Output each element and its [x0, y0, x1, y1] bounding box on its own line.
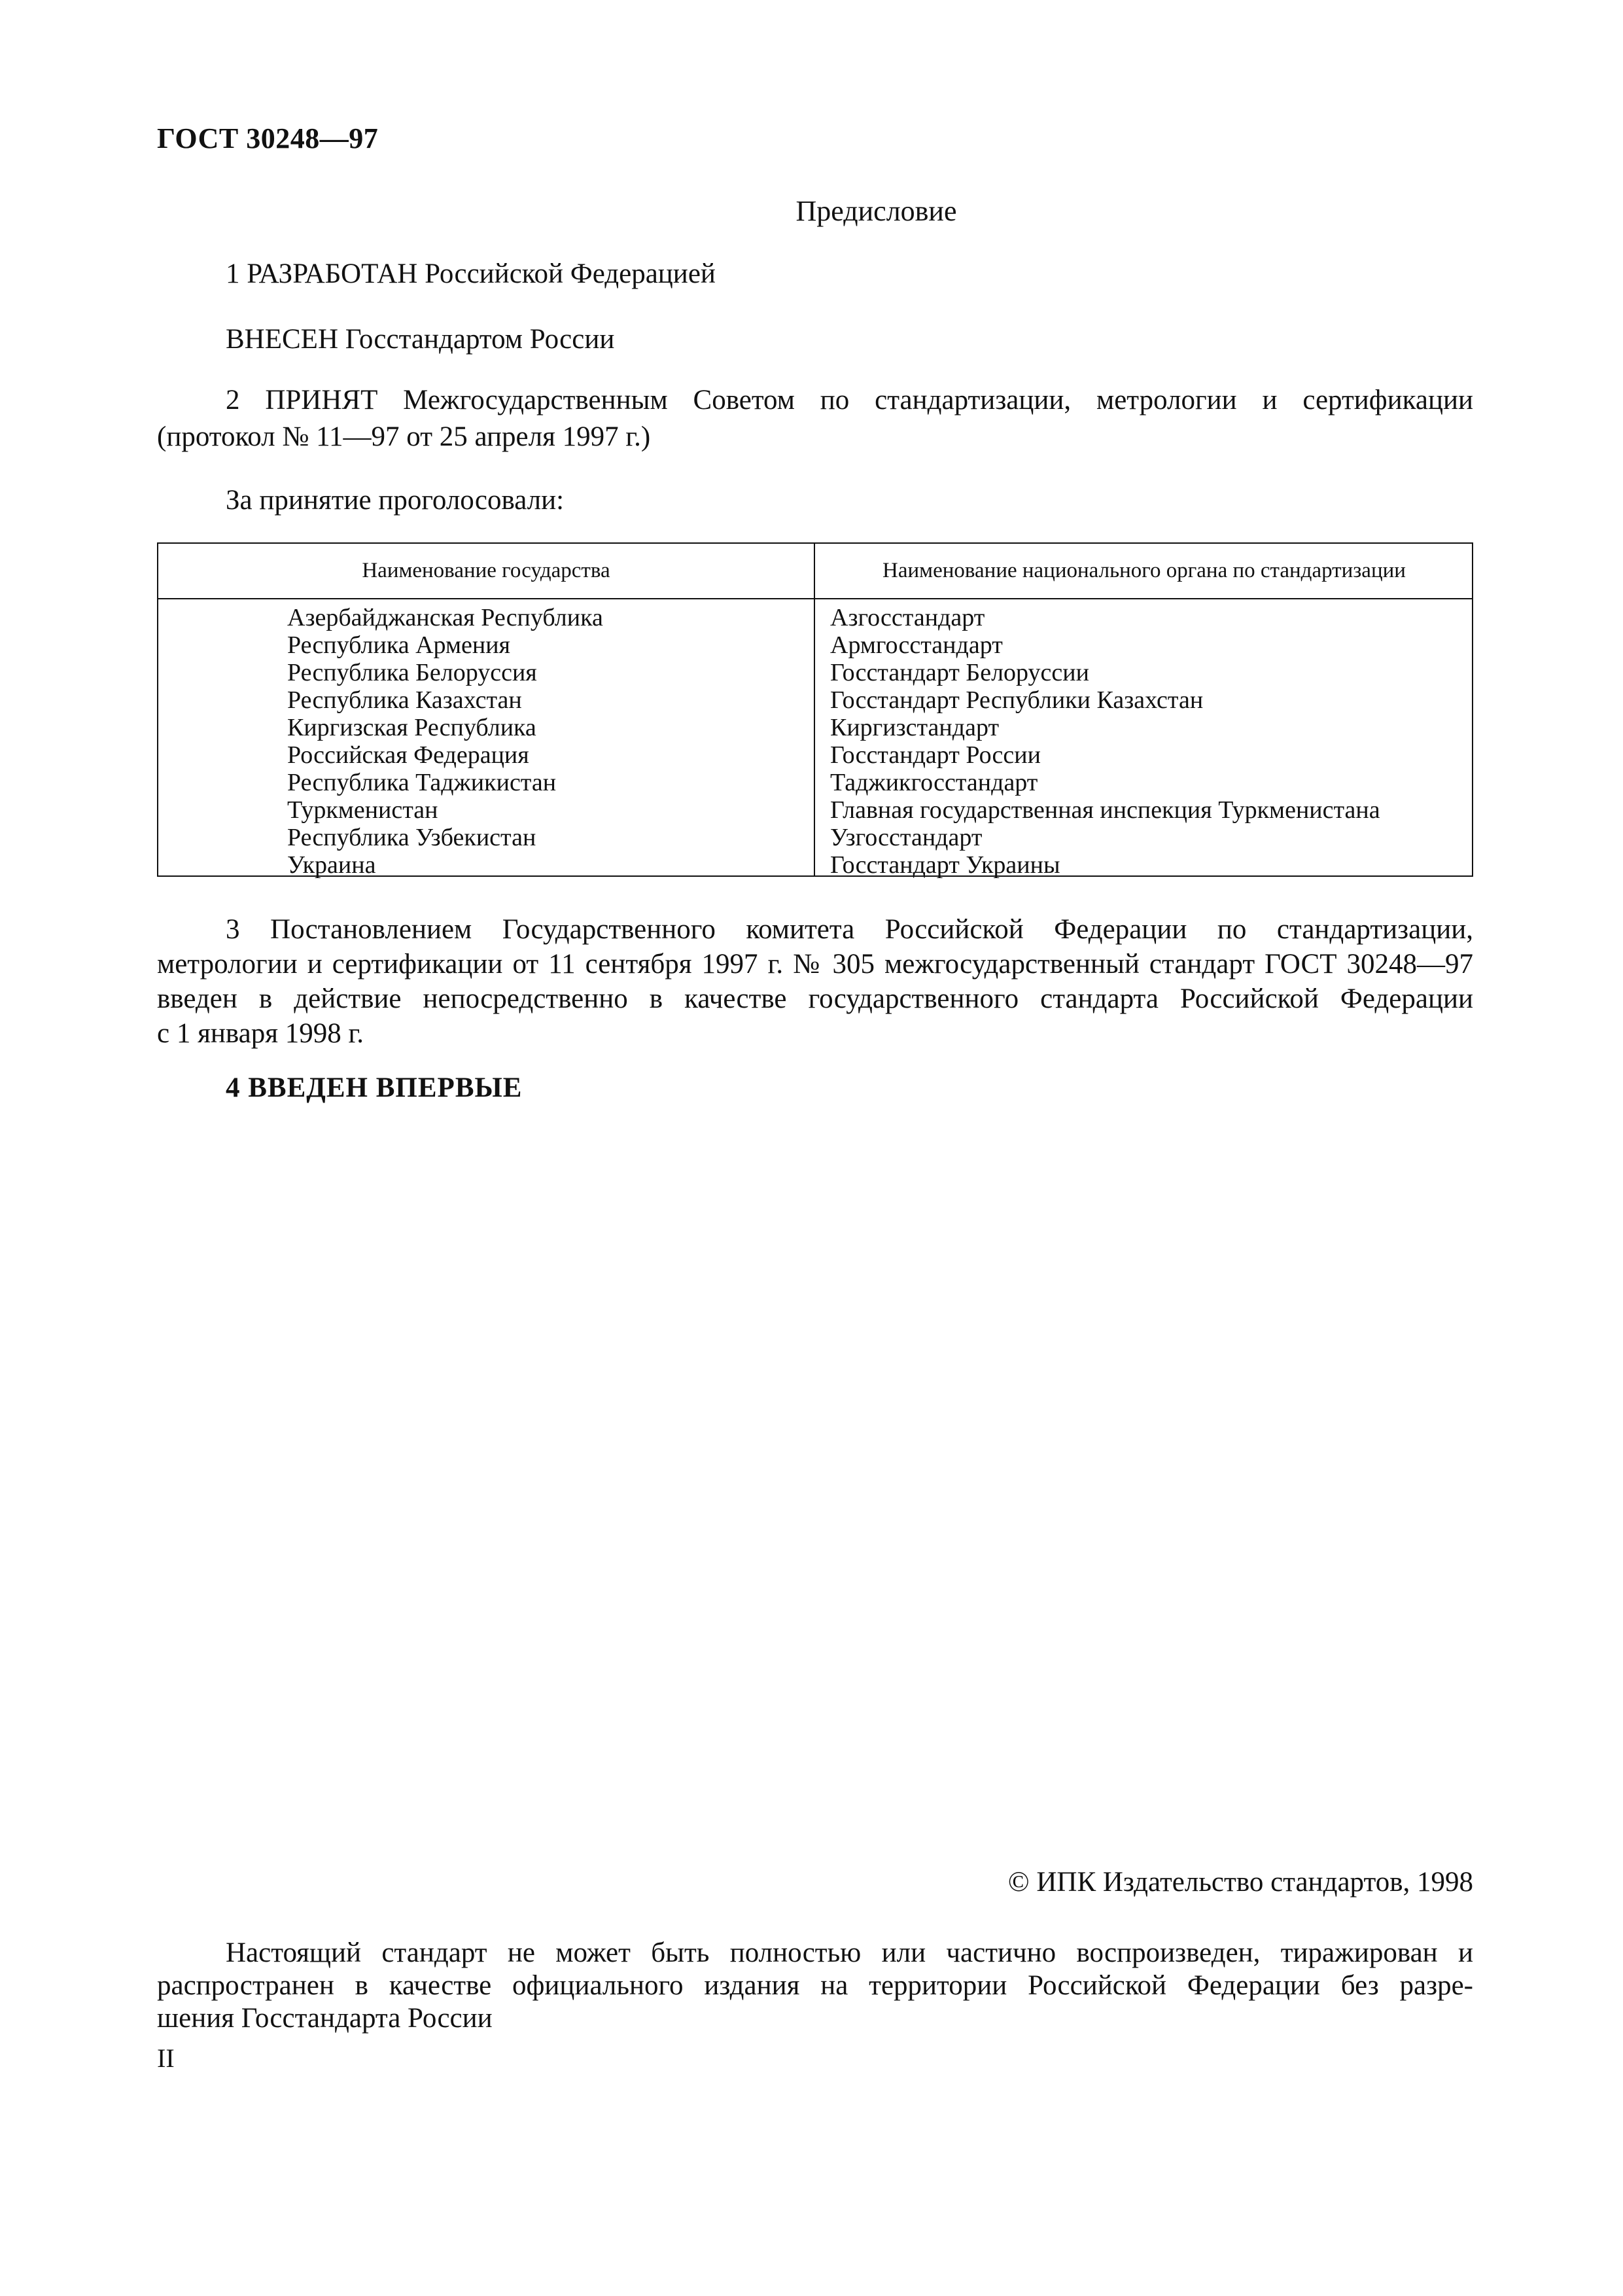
document-code: ГОСТ 30248—97 — [157, 122, 379, 154]
reproduction-notice — [157, 1937, 1473, 2035]
voted-intro: За принятие проголосовали: — [226, 485, 565, 516]
table-cell-body: Азгосстандарт — [830, 604, 985, 631]
paragraph-line: введен в действие непосредственно в качестве государственного стандарта Российской Федерации — [157, 983, 1473, 1014]
table-cell-body: Главная государственная инспекция Туркменистана — [830, 796, 1380, 824]
table-cell-body: Госстандарт России — [830, 741, 1041, 769]
copyright: © ИПК Издательство стандартов, 1998 — [1007, 1867, 1473, 1898]
paragraph-line: 3 Постановлением Государственного комитета Российской Федерации по стандартизации, — [226, 914, 1473, 945]
table-cell-body: Госстандарт Республики Казахстан — [830, 686, 1204, 714]
table-cell-body: Госстандарт Украины — [830, 851, 1060, 879]
paragraph-line: с 1 января 1998 г. — [157, 1018, 364, 1049]
table-cell-state: Киргизская Республика — [287, 714, 536, 741]
page-title — [0, 194, 1623, 228]
table-header-state: Наименование государства — [362, 559, 610, 582]
table-cell-state: Республика Узбекистан — [287, 824, 536, 851]
paragraph-line: метрологии и сертификации от 11 сентября 1997 г. № 305 межгосударственный стандарт ГОСТ 30248—97 — [157, 949, 1473, 980]
table-cell-body: Госстандарт Белоруссии — [830, 659, 1089, 686]
table-header-divider — [158, 598, 1472, 599]
notice-line: распространен в качестве официального издания на территории Российской Федерации без разре- — [157, 1970, 1473, 2001]
table-cell-state: Российская Федерация — [287, 741, 529, 769]
table-cell-body: Армгосстандарт — [830, 631, 1003, 659]
table-cell-state: Республика Казахстан — [287, 686, 522, 714]
table-cell-body: Киргизстандарт — [830, 714, 1000, 741]
table-cell-state: Республика Белоруссия — [287, 659, 537, 686]
notice-line: Настоящий стандарт не может быть полностью или частично воспроизведен, тиражирован и — [226, 1937, 1473, 1968]
section-3-paragraph — [157, 912, 1473, 1051]
voting-table — [157, 542, 1473, 877]
states-column — [287, 604, 603, 879]
table-cell-state: Украина — [287, 851, 376, 879]
section-1-submitted: ВНЕСЕН Госстандартом России — [226, 324, 615, 355]
notice-line: шения Госстандарта России — [157, 2003, 493, 2034]
table-cell-state: Туркменистан — [287, 796, 438, 824]
section-2-line-1: 2 ПРИНЯТ Межгосударственным Советом по стандартизации, метрологии и сертификации — [226, 385, 1473, 415]
table-cell-state: Республика Армения — [287, 631, 511, 659]
section-2-line-2: (протокол № 11—97 от 25 апреля 1997 г.) — [157, 421, 651, 452]
table-cell-body: Таджикгосстандарт — [830, 769, 1038, 796]
section-4-introduced: 4 ВВЕДЕН ВПЕРВЫЕ — [226, 1072, 523, 1103]
page-number: II — [157, 2043, 175, 2073]
table-header-body: Наименование национального органа по стандартизации — [882, 559, 1406, 582]
bodies-column — [830, 604, 1380, 879]
table-cell-state: Азербайджанская Республика — [287, 604, 603, 631]
section-1-developed: 1 РАЗРАБОТАН Российской Федерацией — [226, 258, 716, 289]
page-title-text: Предисловие — [795, 195, 957, 227]
table-cell-state: Республика Таджикистан — [287, 769, 557, 796]
table-cell-body: Узгосстандарт — [830, 824, 983, 851]
